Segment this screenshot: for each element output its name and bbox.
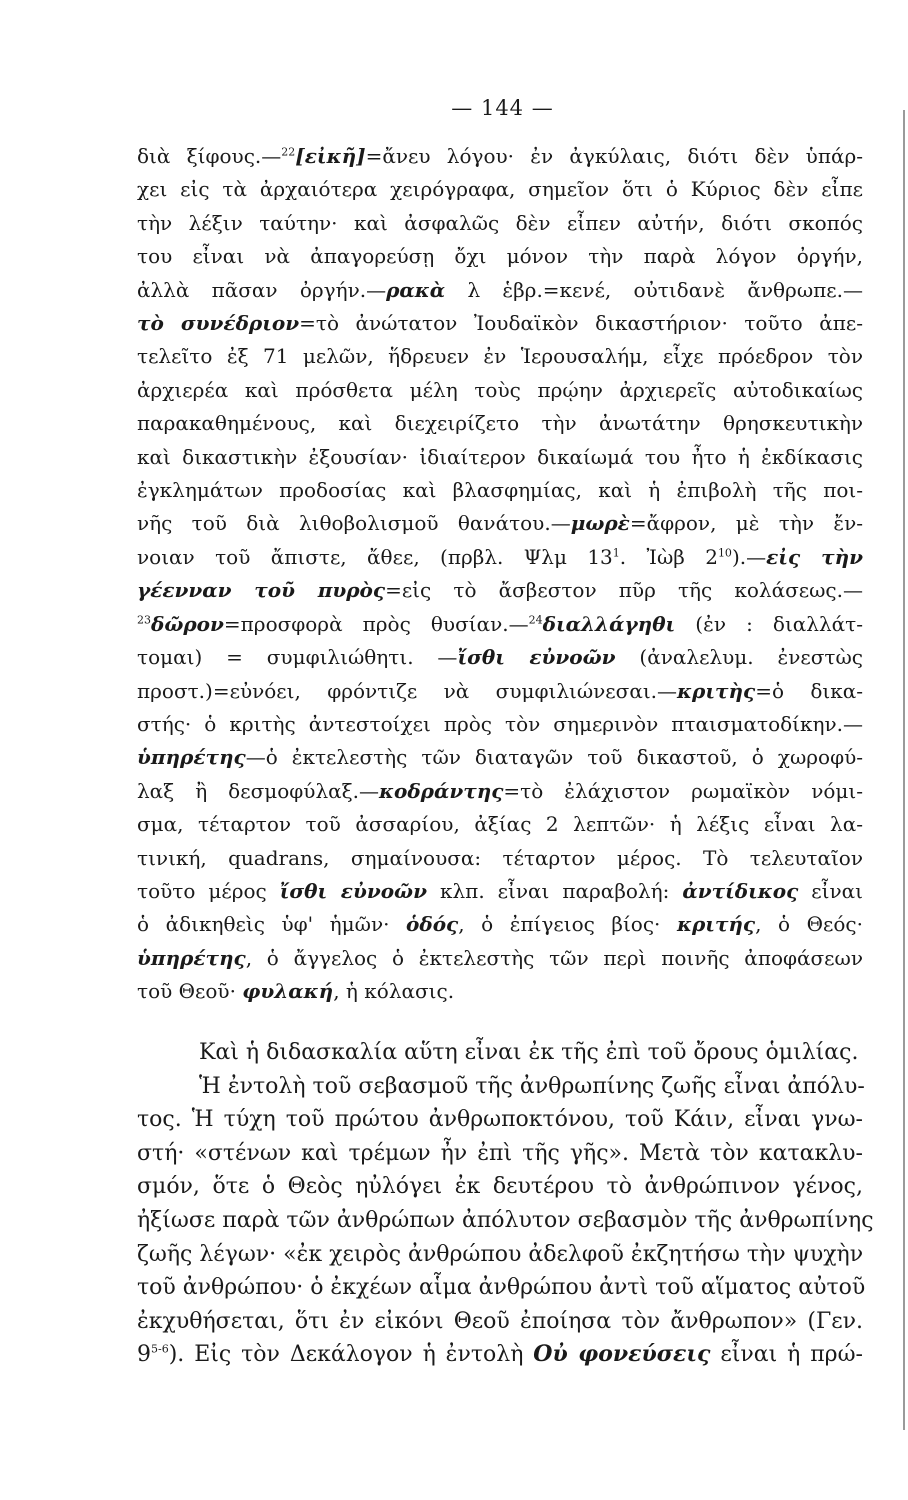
note-line (137, 307, 863, 340)
text-run: διὰ ξίφους.— (137, 144, 282, 168)
text-run: Ἡ ἐντολὴ τοῦ σεβασμοῦ τῆς ἀνθρωπίνης ζωῆς εἶναι ἀπόλυ- (199, 1073, 865, 1099)
note-line (137, 274, 863, 307)
lemma-term: ὁδός (406, 912, 459, 937)
text-run: . Ἰὼβ 2 (619, 544, 718, 569)
text-run: , ὁ Θεός· (755, 912, 863, 937)
text-run: ἠξίωσε παρὰ τῶν ἀνθρώπων ἀπόλυτον σεβασμὸν τῆς ἀνθρωπίνης (137, 1207, 874, 1233)
note-line (137, 374, 863, 407)
text-run: ).— (731, 544, 767, 569)
text-run: =ὁ δικα- (755, 678, 863, 703)
text-run: =προσφορὰ πρὸς θυσίαν.— (223, 611, 529, 636)
verse-number: 5-6 (151, 1343, 169, 1357)
lemma-term: κριτὴς (677, 678, 756, 703)
lemma-term: ὑπηρέτης (137, 745, 246, 770)
text-run: τος. Ἡ τύχη τοῦ πρώτου ἀνθρωποκτόνου, τοῦ Κάιν, εἶναι γνω- (137, 1107, 863, 1133)
text-run: τὴν λέξιν ταύτην· καὶ ἀσφαλῶς δὲν εἶπεν αὐτήν, διότι σκοπός (137, 210, 863, 235)
verse-number: 22 (281, 145, 296, 159)
text-run: =τὸ ἐλάχιστον ρωμαϊκὸν νόμι- (503, 778, 863, 803)
text-run: λ ἑβρ.=κενέ, οὐτιδανὲ ἄνθρωπε.— (445, 277, 863, 302)
text-run: ). Εἰς τὸν Δεκάλογον ἡ ἐντολὴ (168, 1342, 534, 1368)
body-line (137, 1137, 863, 1171)
body-line (137, 1271, 866, 1305)
text-run: ἐγκλημάτων προδοσίας καὶ βλασφημίας, καὶ ἡ ἐπιβολὴ τῆς ποι- (137, 478, 863, 503)
lemma-term: κριτής (676, 912, 756, 937)
note-line (137, 474, 863, 507)
lemma-term: ἀντίδικος (682, 878, 799, 903)
text-run: στή· «στένων καὶ τρέμων ἦν ἐπὶ τῆς γῆς». Μετὰ τὸν κατακλυ- (137, 1140, 863, 1166)
body-line (137, 1103, 863, 1137)
text-run: εἶναι ἡ πρώ- (710, 1342, 863, 1368)
text-run: =εἰς τὸ ἄσβεστον πῦρ τῆς κολάσεως.— (385, 578, 863, 603)
lemma-term: μωρὲ (570, 511, 630, 536)
note-line (137, 608, 863, 641)
body-line (137, 1036, 863, 1070)
note-line (137, 641, 863, 674)
note-line (137, 942, 863, 975)
text-run: ἀλλὰ πᾶσαν ὀργήν.— (137, 277, 387, 302)
lemma-term: δῶρον (151, 611, 224, 636)
text-run: ἐκχυθήσεται, ὅτι ἐν εἰκόνι Θεοῦ ἐποίησα τὸν ἄνθρωπον» (Γεν. (137, 1308, 863, 1334)
note-line (137, 775, 863, 808)
body-line (137, 1204, 874, 1238)
text-run: Καὶ ἡ διδασκαλία αὕτη εἶναι ἐκ τῆς ἐπὶ τοῦ ὄρους ὁμιλίας. (199, 1040, 859, 1065)
text-run: του εἶναι νὰ ἀπαγορεύσῃ ὄχι μόνον τὴν παρὰ λόγον ὀργήν, (137, 244, 863, 269)
text-run: 9 (137, 1342, 151, 1368)
note-line (137, 441, 863, 474)
lemma-term: κοδράντης (379, 778, 504, 803)
text-run: ὁ ἀδικηθεὶς ὑφ' ἡμῶν· (137, 912, 407, 937)
lemma-term: ὑπηρέτης (137, 945, 246, 970)
body-line (137, 1070, 863, 1104)
note-line (137, 207, 863, 240)
note-line (137, 842, 863, 875)
note-line (137, 808, 863, 841)
lemma-term: Οὐ φονεύσεις (533, 1341, 711, 1368)
text-run: προστ.)=εὐνόει, φρόντιζε νὰ συμφιλιώνεσαι.— (137, 678, 678, 703)
text-run: =ἄφρον, μὲ τὴν ἔν- (629, 511, 863, 536)
page-number: — 144 — (451, 96, 554, 120)
text-run: —ὁ ἐκτελεστὴς τῶν διαταγῶν τοῦ δικαστοῦ, ὁ χωροφύ- (245, 745, 863, 770)
body-line (137, 1170, 863, 1204)
note-line (137, 675, 863, 708)
text-run: σμα, τέταρτον τοῦ ἀσσαρίου, ἀξίας 2 λεπτῶν· ἡ λέξις εἶναι λα- (137, 812, 863, 837)
text-run: =ἄνευ λόγου· ἐν ἀγκύλαις, διότι δὲν ὑπάρ- (365, 144, 863, 168)
verse-number: 10 (717, 546, 732, 560)
text-run: (ἐν : διαλλάτ- (675, 611, 863, 636)
lemma-term: διαλλάγηθι (542, 611, 676, 636)
text-run: , ὁ ἄγγελος ὁ ἐκτελεστὴς τῶν περὶ ποινῆς ἀποφάσεων (245, 945, 863, 970)
text-run: (ἀναλελυμ. ἐνεστὼς (615, 645, 863, 670)
text-run: τομαι) = συμφιλιώθητι. — (137, 645, 458, 670)
lemma-term: γέενναν τοῦ πυρὸς (137, 578, 386, 603)
lemma-term: [εἰκῆ] (295, 144, 366, 168)
note-line (137, 507, 863, 540)
note-line (137, 140, 863, 173)
note-line (137, 407, 863, 440)
lemma-term: ἴσθι εὐνοῶν (457, 645, 616, 670)
note-line (137, 741, 863, 774)
text-run: ζωῆς λέγων· «ἐκ χειρὸς ἀνθρώπου ἀδελφοῦ ἐκζητήσω τὴν ψυχὴν (137, 1241, 864, 1267)
lemma-term: φυλακή (242, 979, 334, 1004)
text-run: τοῦ ἀνθρώπου· ὁ ἐκχέων αἷμα ἀνθρώπου ἀντὶ τοῦ αἵματος αὐτοῦ (137, 1275, 866, 1301)
lemma-term: εἰς τὴν (766, 544, 863, 569)
text-run: λαξ ἢ δεσμοφύλαξ.— (137, 778, 379, 803)
text-run: νῆς τοῦ διὰ λιθοβολισμοῦ θανάτου.— (137, 511, 571, 536)
text-run: νοιαν τοῦ ἄπιστε, ἄθεε, (πρβλ. Ψλμ 13 (137, 544, 613, 569)
note-line (137, 908, 863, 941)
verse-number: 1 (612, 546, 620, 560)
lemma-term: τὸ συνέδριον (137, 311, 300, 336)
verse-number: 24 (528, 613, 543, 627)
text-run: , ἡ κόλασις. (333, 979, 455, 1004)
text-run: , ὁ ἐπίγειος βίος· (458, 912, 677, 937)
text-run: στής· ὁ κριτὴς ἀντεστοίχει πρὸς τὸν σημερινὸν πταισματοδίκην.— (137, 711, 863, 736)
text-run: =τὸ ἀνώτατον Ἰουδαϊκὸν δικαστήριον· τοῦτο ἀπε- (299, 311, 864, 336)
text-run: παρακαθημένους, καὶ διεχειρίζετο τὴν ἀνωτάτην θρησκευτικὴν (137, 411, 863, 436)
lemma-term: ἴσθι εὐνοῶν (279, 878, 427, 903)
lemma-term: ρακὰ (386, 277, 446, 302)
body-line (137, 1305, 863, 1339)
text-run: εἶναι (798, 878, 863, 903)
text-run: καὶ δικαστικὴν ἐξουσίαν· ἰδιαίτερον δικαίωμά του ἦτο ἡ ἐκδίκασις (137, 444, 863, 469)
note-line (137, 240, 863, 273)
note-line (137, 708, 863, 741)
page-edge-line (903, 110, 905, 1430)
commentary-notes (137, 140, 863, 1009)
text-run: τελεῖτο ἐξ 71 μελῶν, ἥδρευεν ἐν Ἱερουσαλήμ, εἶχε πρόεδρον τὸν (137, 344, 863, 369)
verse-number: 23 (137, 613, 151, 627)
text-run: σμόν, ὅτε ὁ Θεὸς ηὐλόγει ἐκ δευτέρου τὸ ἀνθρώπινον γένος, (137, 1174, 863, 1200)
note-line (137, 541, 863, 574)
note-line (137, 875, 863, 908)
note-line (137, 975, 863, 1008)
note-line (137, 574, 863, 607)
main-body-text (137, 1036, 874, 1372)
body-line (137, 1338, 863, 1372)
text-run: τινική, quadrans, σημαίνουσα: τέταρτον μέρος. Τὸ τελευταῖον (137, 845, 863, 870)
text-run: ἀρχιερέα καὶ πρόσθετα μέλη τοὺς πρῴην ἀρχιερεῖς αὐτοδικαίως (137, 377, 863, 402)
body-line (137, 1238, 863, 1272)
text-run: χει εἰς τὰ ἀρχαιότερα χειρόγραφα, σημεῖον ὅτι ὁ Κύριος δὲν εἶπε (137, 177, 863, 202)
note-line (137, 340, 863, 373)
note-line (137, 173, 863, 206)
text-run: τοῦτο μέρος (137, 878, 280, 903)
text-run: κλπ. εἶναι παραβολή: (426, 878, 683, 903)
text-run: τοῦ Θεοῦ· (137, 979, 243, 1004)
